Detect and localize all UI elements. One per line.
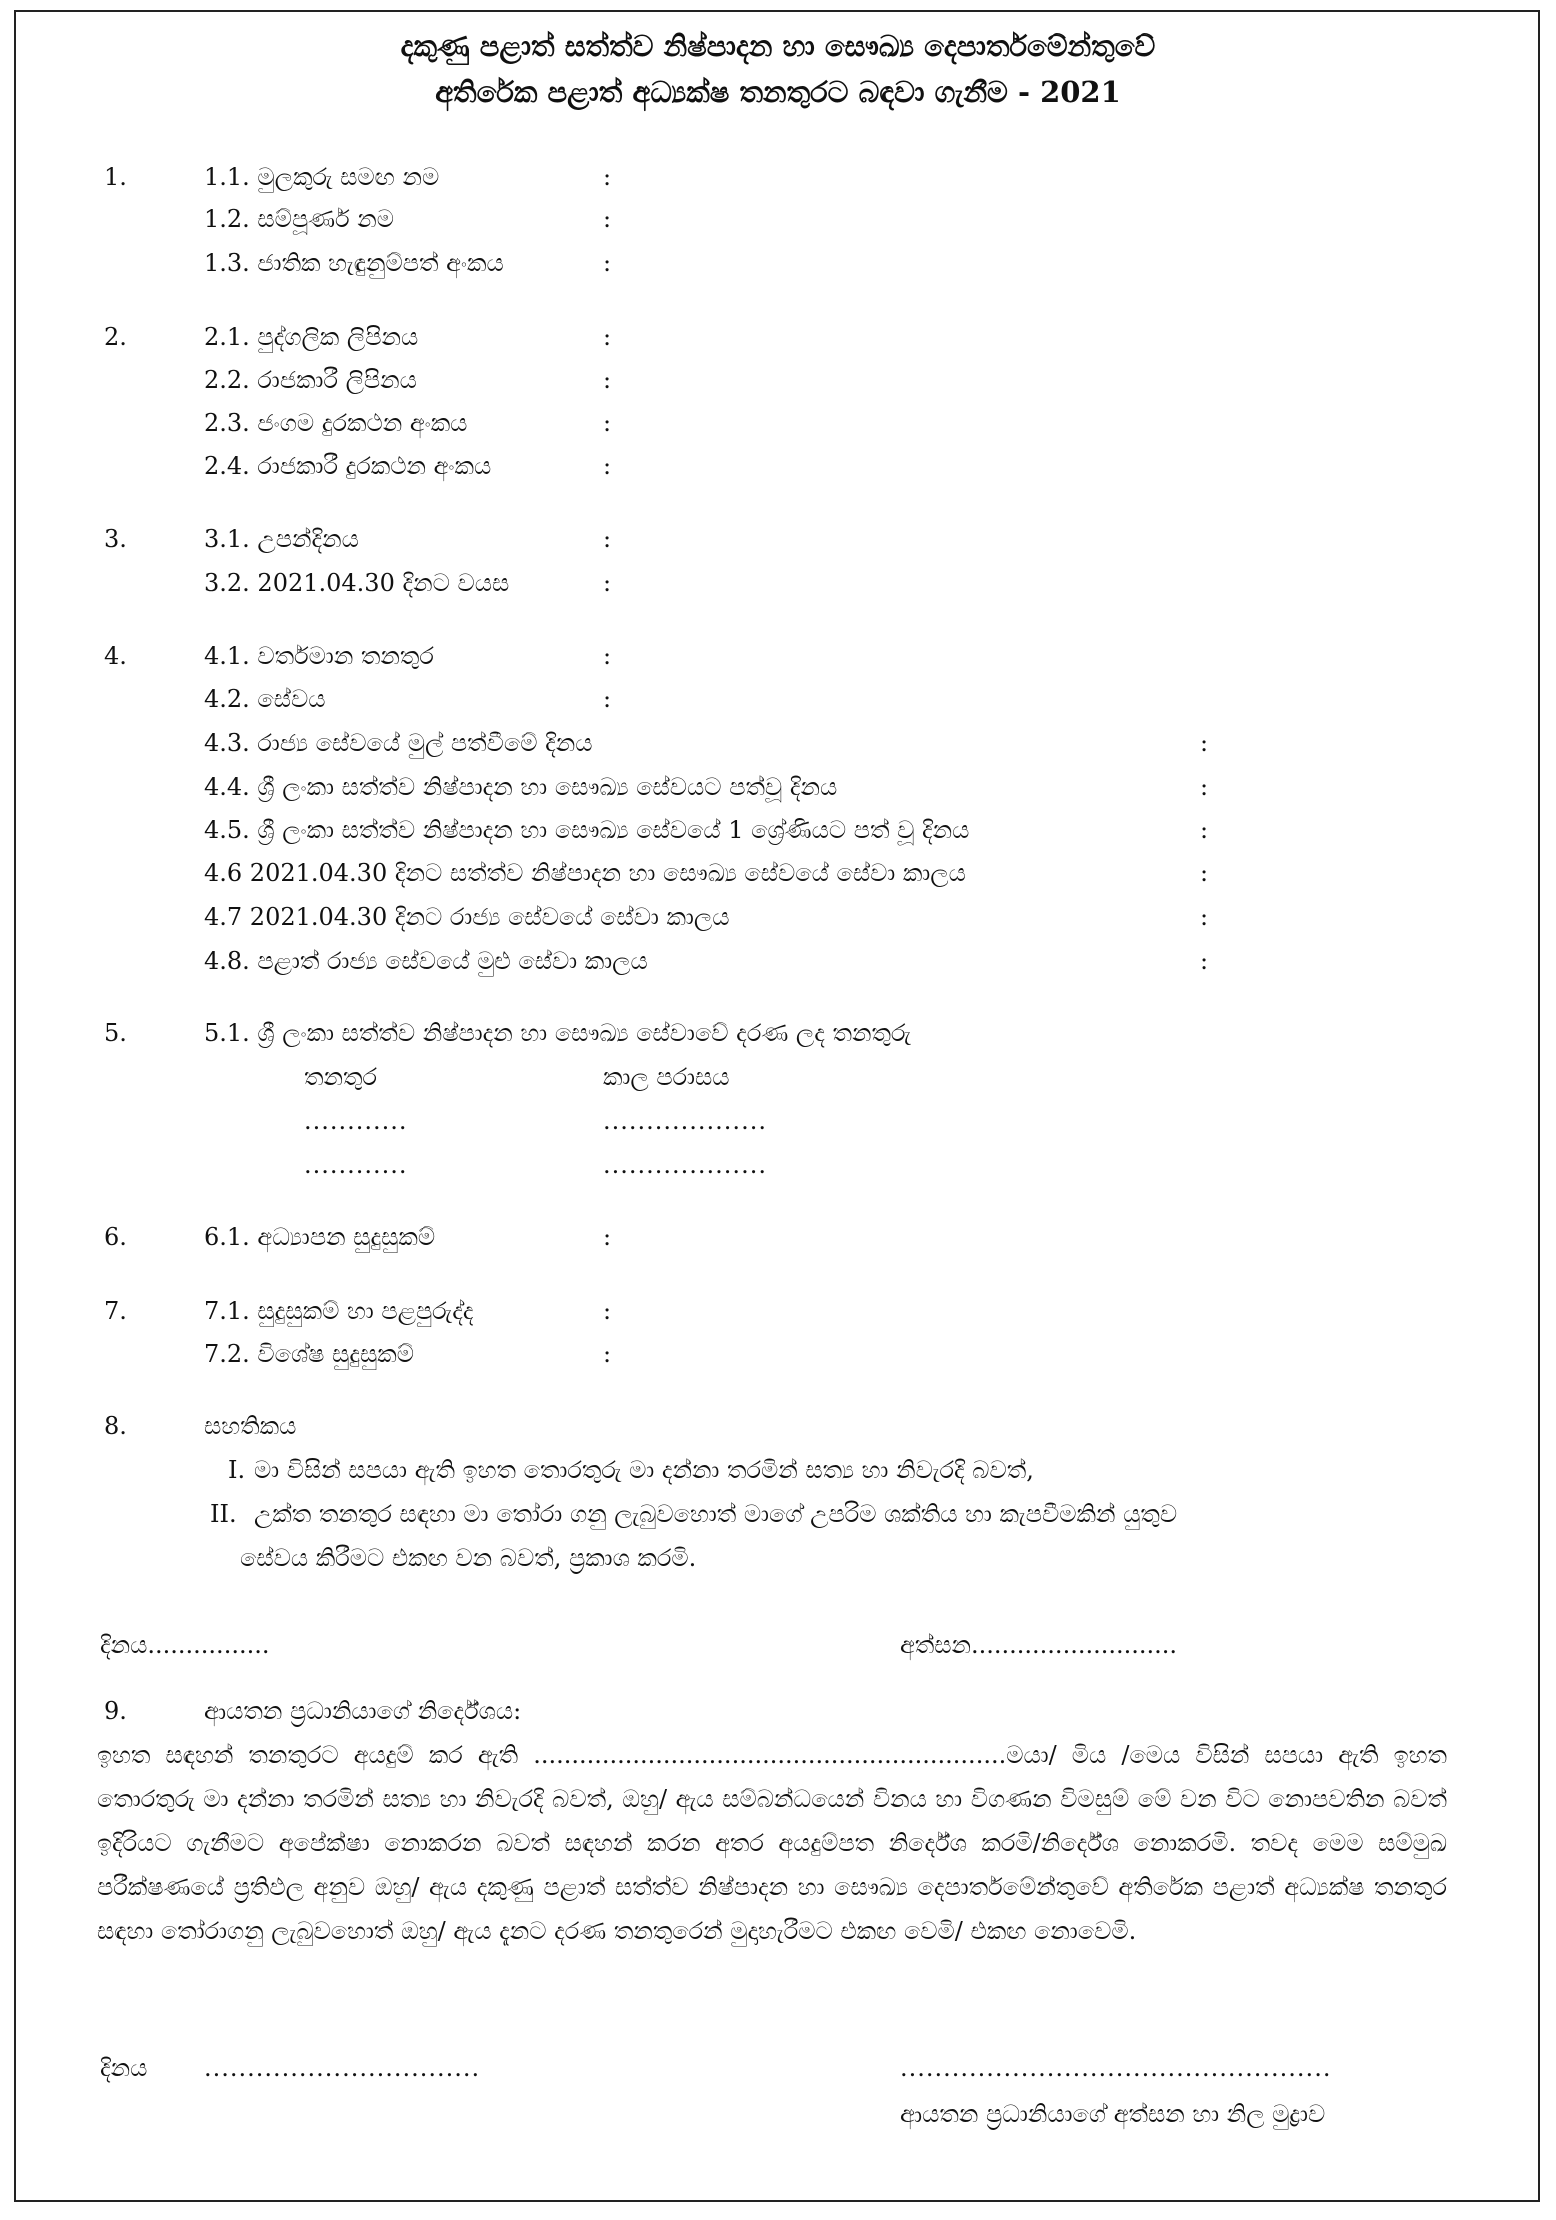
section-8-number: 8. xyxy=(104,1412,127,1440)
field-2-1-colon: : xyxy=(603,323,612,351)
field-1-3-colon: : xyxy=(603,249,612,277)
field-4-2-colon: : xyxy=(603,685,612,713)
head-date-blank: ................................ xyxy=(204,2054,481,2082)
head-signature-blank: .................................................. xyxy=(900,2054,1332,2082)
period-blank-1: ................... xyxy=(603,1107,767,1135)
declaration-ii-text-line1: උක්ත තනතුර සඳහා මා තෝරා ගනු ලැබුවහොත් මාගේ උපරිම ශක්තිය හා කැපවීමකින් යුතුව xyxy=(254,1500,1178,1528)
field-4-6-label: 4.6 2021.04.30 දිනට සත්ත්ව නිෂ්පාදන හා සෞඛ්‍ය සේවයේ සේවා කාලය xyxy=(204,859,966,887)
field-4-7-colon: : xyxy=(1200,903,1209,931)
field-2-3-colon: : xyxy=(603,409,612,437)
field-4-3-colon: : xyxy=(1200,729,1209,757)
section-2-number: 2. xyxy=(104,323,127,351)
declaration-i-text: මා විසින් සපයා ඇති ඉහත තොරතුරු මා දන්නා තරමින් සත්‍ය හා නිවැරදි බවත්, xyxy=(254,1456,1034,1484)
posts-column-header: තනතුර xyxy=(304,1063,377,1091)
field-2-4-label: 2.4. රාජකාරී දුරකථන අංකය xyxy=(204,452,492,480)
field-1-2-colon: : xyxy=(603,205,612,233)
field-3-1-colon: : xyxy=(603,525,612,553)
period-blank-2: ................... xyxy=(603,1151,767,1179)
field-4-8-colon: : xyxy=(1200,947,1209,975)
field-4-3-label: 4.3. රාජ්‍ය සේවයේ මුල් පත්වීමේ දිනය xyxy=(204,729,593,757)
section-9-number: 9. xyxy=(104,1697,127,1725)
field-2-2-colon: : xyxy=(603,366,612,394)
post-blank-2: ............ xyxy=(304,1151,408,1179)
field-2-2-label: 2.2. රාජකාරී ලිපිනය xyxy=(204,366,417,394)
applicant-signature-line: අත්සන........................... xyxy=(900,1631,1177,1659)
recommendation-heading: ආයතන ප්‍රධානියාගේ නිර්දේශය: xyxy=(204,1697,522,1725)
field-7-1-colon: : xyxy=(603,1297,612,1325)
declaration-ii-number: II. xyxy=(210,1500,237,1528)
field-1-2-label: 1.2. සම්පූර්ණ නම xyxy=(204,205,395,233)
field-2-4-colon: : xyxy=(603,452,612,480)
head-date-label: දිනය xyxy=(100,2054,148,2082)
field-4-1-label: 4.1. වර්තමාන තනතුර xyxy=(204,642,434,670)
field-3-2-label: 3.2. 2021.04.30 දිනට වයස xyxy=(204,569,510,597)
field-5-1-label: 5.1. ශ්‍රී ලංකා සත්ත්ව නිෂ්පාදන හා සෞඛ්‍ය සේවාවේ දරණ ලද තනතුරු xyxy=(204,1019,912,1047)
field-4-1-colon: : xyxy=(603,642,612,670)
section-7-number: 7. xyxy=(104,1297,127,1325)
field-4-5-colon: : xyxy=(1200,816,1209,844)
section-6-number: 6. xyxy=(104,1223,127,1251)
section-5-number: 5. xyxy=(104,1019,127,1047)
head-signature-caption: ආයතන ප්‍රධානියාගේ අත්සන හා නිල මුද්‍රාව xyxy=(900,2100,1326,2128)
declaration-ii-text-line2: සේවය කිරීමට එකඟ වන බවත්, ප්‍රකාශ කරමි. xyxy=(240,1544,697,1572)
field-4-4-colon: : xyxy=(1200,773,1209,801)
field-4-7-label: 4.7 2021.04.30 දිනට රාජ්‍ය සේවයේ සේවා කාලය xyxy=(204,903,730,931)
form-title-line2: අතිරේක පළාත් අධ්‍යක්ෂ තනතුරට බඳවා ගැනීම - 2021 xyxy=(435,75,1121,109)
form-title-line1: දකුණු පළාත් සත්ත්ව නිෂ්පාදන හා සෞඛ්‍ය දෙපාර්තමේන්තුවේ xyxy=(400,29,1156,63)
field-4-5-label: 4.5. ශ්‍රී ලංකා සත්ත්ව නිෂ්පාදන හා සෞඛ්‍ය සේවයේ 1 ශ්‍රේණියට පත් වූ දිනය xyxy=(204,816,970,844)
field-7-1-label: 7.1. සුදුසුකම් හා පළපුරුද්ද xyxy=(204,1297,474,1325)
declaration-i-number: I. xyxy=(228,1456,246,1484)
field-7-2-label: 7.2. විශේෂ සුදුසුකම් xyxy=(204,1340,414,1368)
field-3-1-label: 3.1. උපන්දිනය xyxy=(204,525,359,553)
field-6-1-colon: : xyxy=(603,1223,612,1251)
post-blank-1: ............ xyxy=(304,1107,408,1135)
section-4-number: 4. xyxy=(104,642,127,670)
field-2-3-label: 2.3. ජංගම දුරකථන අංකය xyxy=(204,409,468,437)
field-3-2-colon: : xyxy=(603,569,612,597)
section-3-number: 3. xyxy=(104,525,127,553)
field-7-2-colon: : xyxy=(603,1340,612,1368)
field-4-6-colon: : xyxy=(1200,859,1209,887)
field-1-3-label: 1.3. ජාතික හැඳුනුම්පත් අංකය xyxy=(204,249,504,277)
field-4-8-label: 4.8. පළාත් රාජ්‍ය සේවයේ මුළු සේවා කාලය xyxy=(204,947,648,975)
section-1-number: 1. xyxy=(104,163,127,191)
field-1-1-colon: : xyxy=(603,163,612,191)
field-4-4-label: 4.4. ශ්‍රී ලංකා සත්ත්ව නිෂ්පාදන හා සෞඛ්‍ය සේවයට පත්වූ දිනය xyxy=(204,773,838,801)
field-6-1-label: 6.1. අධ්‍යාපන සුදුසුකම් xyxy=(204,1223,436,1251)
field-2-1-label: 2.1. පුද්ගලික ලිපිනය xyxy=(204,323,419,351)
field-1-1-label: 1.1. මුලකුරු සමඟ නම xyxy=(204,163,440,191)
recommendation-paragraph: ඉහත සඳහන් තනතුරට අයදුම් කර ඇති ..............................................................මයා/ මිය /මෙය විසින් සපයා ඇති ඉහත තොරතුරු මා දන්නා තරමින් සත්‍ය හා නිවැරදි බවත්, ඔහු/ ඇය සම්බන්ධයෙන් විනය හා විගණන විමසුම් මේ වන විට නොපවතින බවත් ඉදිරියට ගැනීමට අපේක්ෂා නොකරන බවත් සඳහන් කරන අතර අයදුම්පත නිර්දේශ කරමි/නිර්දේශ නොකරමි. තවද මෙම සම්මුඛ පරීක්ෂණයේ ප්‍රතිඵල අනුව ඔහු/ ඇය දකුණු පළාත් සත්ත්ව නිෂ්පාදන හා සෞඛ්‍ය දෙපාර්තමේන්තුවේ අතිරේක පළාත් අධ්‍යක්ෂ තනතුර සඳහා තෝරාගනු ලැබුවහොත් ඔහු/ ඇය දැනට දරණ තනතුරෙන් මුදාහැරීමට එකඟ වෙමි/ එකඟ නොවෙමි. xyxy=(97,1741,1447,1945)
period-column-header: කාල පරාසය xyxy=(603,1063,730,1091)
applicant-date-line: දිනය................ xyxy=(100,1631,270,1659)
declaration-heading: සහතිකය xyxy=(204,1412,297,1440)
field-4-2-label: 4.2. සේවය xyxy=(204,685,326,713)
